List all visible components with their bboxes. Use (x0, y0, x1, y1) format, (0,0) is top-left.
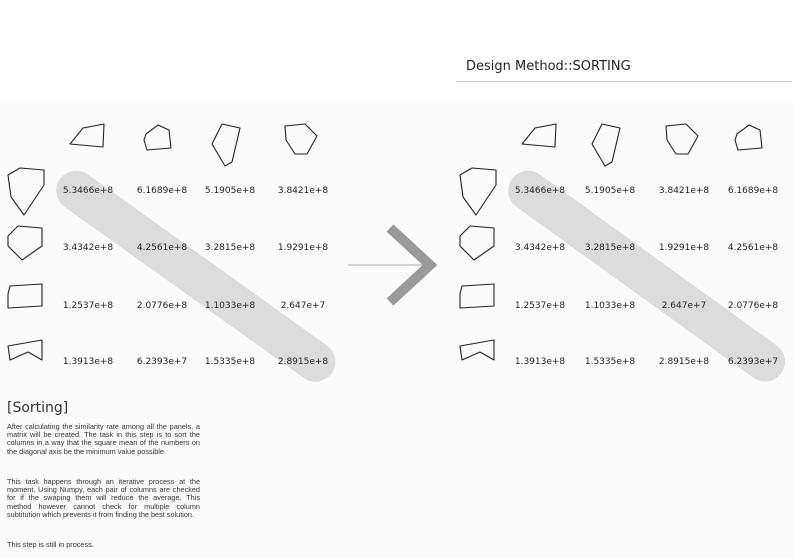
panel-outline (460, 226, 494, 260)
column-panel-shape (664, 122, 704, 170)
panel-outline (460, 340, 494, 360)
matrix-cell: 1.1033e+8 (204, 301, 256, 311)
matrix-cell: 3.4342e+8 (62, 243, 114, 253)
matrix-cell: 4.2561e+8 (136, 243, 188, 253)
matrix-cell: 5.1905e+8 (204, 186, 256, 196)
page-title: Design Method::SORTING (466, 59, 631, 74)
matrix-cell: 1.1033e+8 (584, 301, 636, 311)
row-panel-shape (458, 224, 498, 274)
section-title: [Sorting] (7, 400, 69, 416)
matrix-cell: 2.0776e+8 (136, 301, 188, 311)
panel-outline (592, 124, 620, 166)
matrix-cell: 1.2537e+8 (514, 301, 566, 311)
column-panel-shape (590, 122, 630, 170)
matrix-cell: 6.1689e+8 (136, 186, 188, 196)
matrix-cell: 6.2393e+7 (136, 357, 188, 367)
row-panel-shape (458, 167, 498, 217)
matrix-cell: 2.0776e+8 (727, 301, 779, 311)
arrow-right-icon (340, 222, 440, 308)
matrix-cell: 5.3466e+8 (62, 186, 114, 196)
description-paragraph-1: After calculating the similarity rate among all the panels, a matrix will be created. The task in this step is to sort the columns in a way that the square mean of the numbers on the diagonal axis be the minimum value possible. (7, 422, 200, 456)
matrix-cell: 1.3913e+8 (62, 357, 114, 367)
panel-outline (522, 124, 556, 147)
matrix-cell: 3.8421e+8 (277, 186, 329, 196)
matrix-cell: 3.2815e+8 (204, 243, 256, 253)
matrix-cell: 5.1905e+8 (584, 186, 636, 196)
matrix-cell: 3.8421e+8 (658, 186, 710, 196)
matrix-cell: 1.3913e+8 (514, 357, 566, 367)
panel-outline (460, 168, 496, 215)
column-panel-shape (733, 122, 773, 170)
matrix-cell: 4.2561e+8 (727, 243, 779, 253)
matrix-cell: 6.1689e+8 (727, 186, 779, 196)
description-paragraph-2: This task happens through an iterative process at the moment. Using Numpy, each pair of columns are checked for if the swaping them will reduce the average. This method however cannot check for multiple column subtitution which prevents it from finding the best solution. (7, 477, 200, 519)
description-paragraph-3: This step is still in process. (7, 540, 94, 549)
matrix-cell: 3.4342e+8 (514, 243, 566, 253)
panel-outline (735, 125, 762, 150)
matrix-cell: 1.9291e+8 (277, 243, 329, 253)
matrix-cell: 2.647e+7 (280, 301, 326, 311)
matrix-cell: 6.2393e+7 (727, 357, 779, 367)
panel-outline (666, 124, 698, 154)
matrix-cell: 2.647e+7 (661, 301, 707, 311)
matrix-cell: 1.5335e+8 (204, 357, 256, 367)
column-panel-shape (520, 122, 560, 170)
matrix-cell: 2.8915e+8 (277, 357, 329, 367)
row-panel-shape (458, 282, 498, 332)
matrix-cell: 3.2815e+8 (584, 243, 636, 253)
diagonal-highlight (500, 163, 793, 390)
panel-outline (460, 284, 494, 308)
row-panel-shape (458, 338, 498, 388)
matrix-cell: 1.5335e+8 (584, 357, 636, 367)
matrix-cell: 1.9291e+8 (658, 243, 710, 253)
matrix-cell: 2.8915e+8 (658, 357, 710, 367)
matrix-cell: 5.3466e+8 (514, 186, 566, 196)
matrix-cell: 1.2537e+8 (62, 301, 114, 311)
